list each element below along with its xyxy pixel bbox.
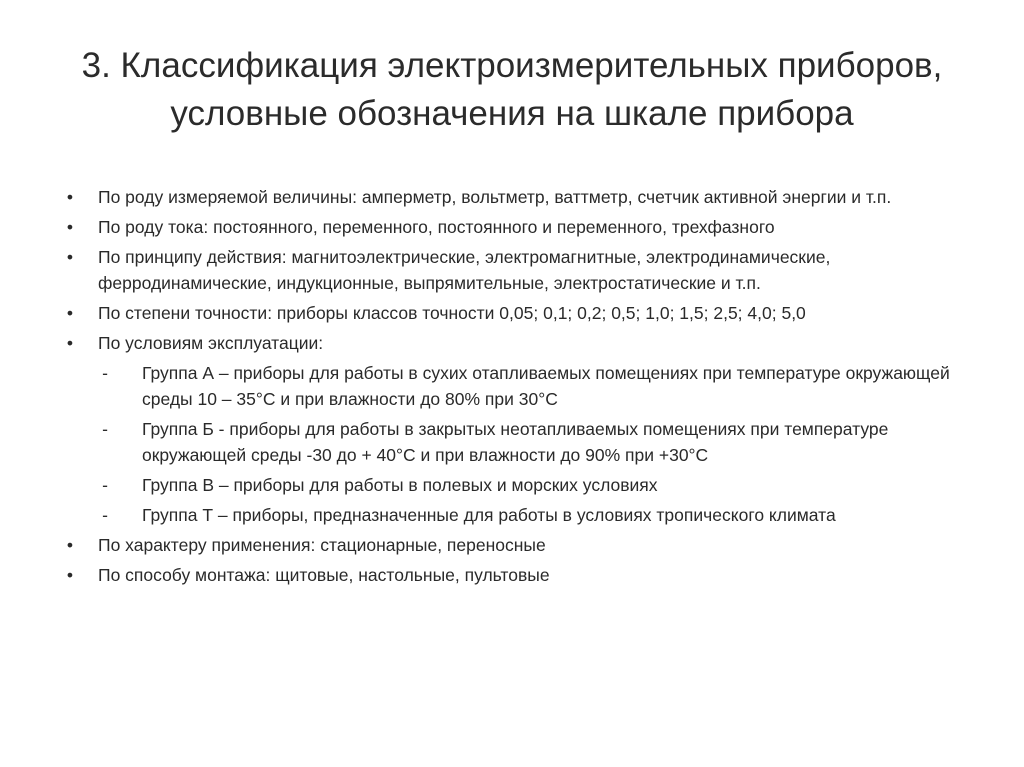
sub-item-text: Группа А – приборы для работы в сухих отапливаемых помещениях при температуре окружающей среды 10 – 35°С и при влажности до 80% при 30°С	[142, 363, 950, 409]
sub-item-group-v	[60, 472, 964, 498]
sub-item-group-t	[60, 502, 964, 528]
list-item-operating-principle	[60, 244, 964, 296]
list-item-application	[60, 532, 964, 558]
list-item-text: По способу монтажа: щитовые, настольные, пультовые	[98, 565, 550, 585]
bullet-icon: •	[66, 333, 74, 353]
dash-icon: -	[102, 363, 108, 383]
list-item-text: По условиям эксплуатации:	[98, 333, 324, 353]
title-line-1: 3. Классификация электроизмерительных приборов,	[81, 46, 943, 85]
bullet-icon: •	[66, 187, 74, 207]
sub-item-text: Группа В – приборы для работы в полевых и морских условиях	[142, 475, 658, 495]
bullet-icon: •	[66, 303, 74, 323]
dash-icon: -	[102, 475, 108, 495]
sub-item-text: Группа Т – приборы, предназначенные для работы в условиях тропического климата	[142, 505, 836, 525]
list-item-measured-quantity	[60, 184, 964, 210]
bullet-icon: •	[66, 535, 74, 555]
list-item-text: По характеру применения: стационарные, переносные	[98, 535, 546, 555]
list-item-text: По степени точности: приборы классов точности 0,05; 0,1; 0,2; 0,5; 1,0; 1,5; 2,5; 4,0; 5,0	[98, 303, 806, 323]
list-item-current-type	[60, 214, 964, 240]
bullet-icon: •	[66, 247, 74, 267]
dash-icon: -	[102, 419, 108, 439]
sub-item-text: Группа Б - приборы для работы в закрытых неотапливаемых помещениях при температуре окружающей среды -30 до + 40°С и при влажности до 90% при +30°С	[142, 419, 889, 465]
list-item-text: По роду тока: постоянного, переменного, постоянного и переменного, трехфазного	[98, 217, 775, 237]
sub-item-group-a	[60, 360, 964, 412]
list-item-operating-conditions	[60, 330, 964, 356]
slide-title	[40, 42, 984, 138]
bullet-icon: •	[66, 217, 74, 237]
list-item-text: По роду измеряемой величины: амперметр, вольтметр, ваттметр, счетчик активной энергии и т.п.	[98, 187, 892, 207]
list-item-accuracy	[60, 300, 964, 326]
bullet-icon: •	[66, 565, 74, 585]
list-item-text: По принципу действия: магнитоэлектрические, электромагнитные, электродинамические, ферродинамические, индукционные, выпрямительные, электростатические и т.п.	[98, 247, 831, 293]
slide-content	[60, 184, 964, 592]
dash-icon: -	[102, 505, 108, 525]
title-line-2: условные обозначения на шкале прибора	[170, 94, 854, 133]
list-item-mounting	[60, 562, 964, 588]
sub-item-group-b	[60, 416, 964, 468]
